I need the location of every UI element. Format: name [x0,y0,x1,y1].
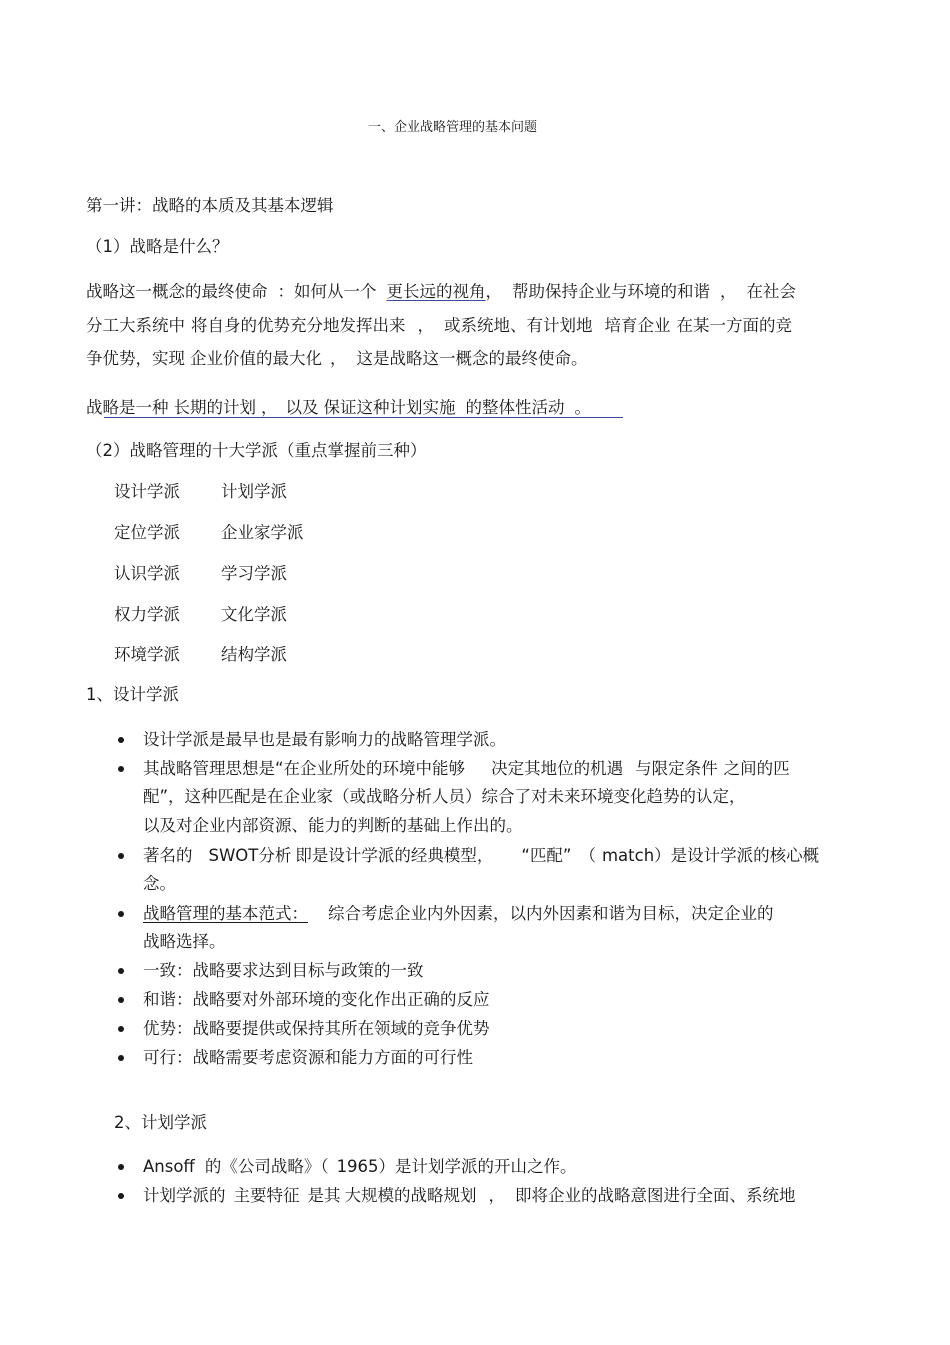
text-span: ， [330,349,347,368]
text-span: 将自身的优势充分地发挥出来 [191,316,406,335]
question-2-heading: （2）战略管理的十大学派（重点掌握前三种） [86,441,427,460]
school-name: 结构学派 [221,645,287,664]
bullet-icon [118,968,124,974]
document-title: 一、企业战略管理的基本问题 [368,120,538,135]
bullet-icon [118,1164,124,1170]
text-span: 的整体性活动 [465,398,565,417]
text-span: 即将企业的战略意图进行全面、系统地 [515,1186,796,1205]
bullet-item-line [143,758,790,780]
text-span: ， [261,398,278,417]
bullet-icon [118,1055,124,1061]
bullet-icon [118,1026,124,1032]
text-span: Ansoff [143,1157,195,1176]
bullet-icon [118,997,124,1003]
section-1-heading: 1、设计学派 [86,685,179,704]
text-span: 这是战略这一概念的最终使命。 [356,349,588,368]
lecture-heading: 第一讲：战略的本质及其基本逻辑 [86,196,334,215]
text-span: 大规模的战略规划 [344,1186,477,1205]
bullet-item-line: 念。 [143,874,176,893]
bullet-item-line [143,845,819,867]
text-span: 培育企业 [604,316,671,335]
school-name: 定位学派 [114,523,180,542]
text-span: 保证这种计划实施 [323,398,456,417]
paragraph-1-line-1 [86,281,796,303]
bullet-item-line: 配”，这种匹配是在企业家（或战略分析人员）综合了对未来环境变化趋势的认定， [143,787,746,806]
text-span: “匹配” [521,846,572,865]
text-span: match）是设计学派的核心概 [601,846,820,865]
school-name: 企业家学派 [221,523,304,542]
text-span: 著名的 [143,846,193,865]
text-span: 的《公司战略》（ [204,1157,329,1176]
bullet-icon [118,911,124,917]
text-span: 帮助保持企业与环境的和谐 [512,282,710,301]
text-span: ， [720,282,737,301]
bullet-item: 可行：战略需要考虑资源和能力方面的可行性 [143,1048,473,1067]
text-span: ， [485,282,502,301]
school-name: 认识学派 [114,564,180,583]
text-span: ：如何从一个 [277,282,377,301]
bullet-item-line [143,1156,577,1178]
text-span: 在某一方面的竞 [676,316,792,335]
text-span: 决定其地位的机遇 [491,759,624,778]
text-span: ， [417,316,434,335]
swot-term: SWOT [208,846,259,865]
text-span: 是其 [307,1186,341,1205]
bullet-item: 和谐：战略要对外部环境的变化作出正确的反应 [143,990,490,1009]
bullet-icon [118,853,124,859]
text-span: 。 [574,398,591,417]
paragraph-1-line-2 [86,315,792,337]
question-1-heading: （1）战略是什么？ [86,237,229,256]
bullet-icon [118,737,124,743]
bullet-icon [118,766,124,772]
text-span: 企业价值的最大化 [190,349,322,368]
text-span: 分析 [258,846,292,865]
school-name: 设计学派 [114,482,180,501]
underlined-phrase: 战略管理的基本范式： [143,904,308,923]
underlined-phrase: 更长远的视角 [386,282,486,301]
bullet-item-line [143,1185,796,1207]
strategy-definition [86,397,591,419]
text-span: （ [579,846,596,865]
text-span: 计划学派的 [143,1186,226,1205]
school-name: 权力学派 [114,605,180,624]
text-span: 即是设计学派的经典模型， [295,846,494,865]
text-span: 之间的匹 [723,759,790,778]
text-span: 长期的计划 [173,398,256,417]
school-name: 环境学派 [114,645,180,664]
bullet-item: 一致：战略要求达到目标与政策的一致 [143,961,424,980]
bullet-item: 优势：战略要提供或保持其所在领域的竞争优势 [143,1019,490,1038]
text-span: 综合考虑企业内外因素，以内外因素和谐为目标，决定企业的 [328,904,774,923]
text-span: 主要特征 [233,1186,300,1205]
school-name: 学习学派 [221,564,287,583]
bullet-item-line: 以及对企业内部资源、能力的判断的基础上作出的。 [143,816,523,835]
section-2-heading: 2、计划学派 [114,1113,207,1132]
text-span: ， [488,1186,505,1205]
text-span: 战 [86,398,103,417]
text-span: 战略这一概念的最终使命 [86,282,268,301]
text-span: 略是一种 [102,398,169,417]
text-span: 以及 [285,398,319,417]
paragraph-1-line-3 [86,348,588,370]
text-span: 与限定条件 [635,759,718,778]
school-name: 计划学派 [221,482,287,501]
text-span: 1965）是计划学派的开山之作。 [336,1157,577,1176]
bullet-item: 设计学派是最早也是最有影响力的战略管理学派。 [143,730,506,749]
text-span: 或系统地、有计划地 [444,316,593,335]
text-span: 其战略管理思想是“在企业所处的环境中能够 [143,759,466,778]
bullet-item-line [143,903,774,925]
text-span: 分工大系统中 [86,316,185,335]
bullet-item-line: 战略选择。 [143,932,226,951]
definition-underline [104,417,623,418]
text-span: 在社会 [746,282,796,301]
text-span: 争优势，实现 [86,349,185,368]
school-name: 文化学派 [221,605,287,624]
bullet-icon [118,1193,124,1199]
